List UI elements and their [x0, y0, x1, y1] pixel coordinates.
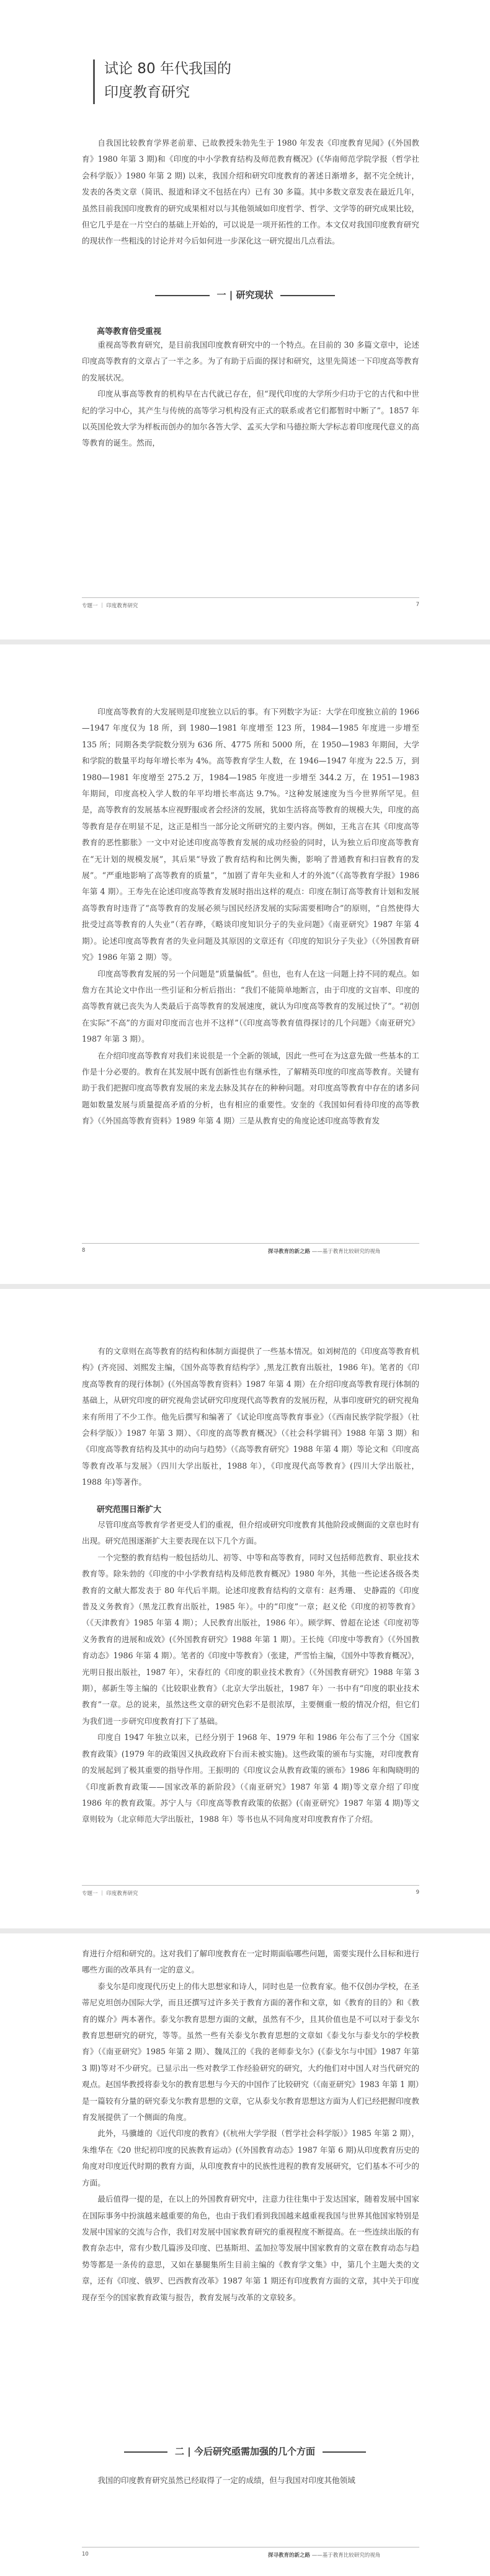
title-line-1: 试论 80 年代我国的 — [104, 61, 231, 77]
paragraph: 印度自 1947 年独立以来，已经分别于 1968 年、1979 年和 1986 年公布了三个分《国家教育政策》(1979 年的政策因又执政政府下台而未被实施)。这些政策的颁布与实施，对印度教育的发展起到了极其重要的指导作用。王振明的《印度议会从教育政策的颁布》1986 年和陶晓明的《印度新教育政策——国家改革的新阶段》（《南亚研究》1987 年第 4 期)等文章介绍了印度 1986 年的教育政策。苏宁人与《印度高等教育政策的依据》(《南亚研究》1987 年第 4 期)等文章则较为（北京师范大学出版社，1988 年）等书也从不同角度对印度教育作了介绍。 — [82, 1733, 419, 1824]
paragraph: 泰戈尔是印度现代历史上的伟大思想家和诗人，同时也是一位教育家。他不仅创办学校，在圣蒂尼克坦创办国际大学，而且还撰写过许多关于教育方面的著作和文章，如《教育的目的》和《教育的媒介》两本著作。泰戈尔教育思想方面的文献，虽然有不少，且其价值也是不可以对于泰戈尔教育思想研究的研究，等等。虽然一些有关泰戈尔教育思想的文章如《泰戈尔与泰戈尔的学校教育》（《南亚研究》1985 年第 2 期）、魏凤江的《我的老师泰戈尔》(《泰戈尔与中国》1987 年第 3 期)等对不少研究。已显示出一些对教学工作经验研究的研究，大约他们对中国人对当代研究的观点。赵国华教授将泰戈尔的教育思想与今天的中国作了比较研究（《南亚研究》1983 年第 1 期）是一篇较有分量的研究泰戈尔教育思想的文章，它从泰戈尔教育思想这方面为人们已经把握印度教育发展提供了一个侧面的角度。 — [82, 1981, 419, 2122]
footer-book-subtitle: ——基于教育比较研究的视角 — [311, 2552, 381, 2559]
page-1 — [0, 0, 490, 640]
page-number: 7 — [416, 602, 419, 608]
paragraph: 尽管印度高等教育学者更受人们的重视，但介绍或研究印度教育其他阶段或侧面的文章也时有出现。研究范围逐渐扩大主要表现在以下几个方面。 — [82, 1520, 419, 1546]
footer-section-label: 专题一 ｜ 印度教育研究 — [82, 1891, 138, 1897]
body-text — [82, 1517, 419, 1828]
title-accent-bar — [93, 59, 95, 104]
page-footer — [82, 2547, 419, 2561]
section-heading-2 — [0, 2445, 490, 2458]
body-text — [82, 1946, 419, 2306]
subheading-1: 高等教育倍受重视 — [97, 327, 162, 336]
paragraph: 印度高等教育发展的另一个问题是“质量偏低”。但也，也有人在这一问题上持不同的观点。如詹方在其论文中作出一些引证和分析后指出：“我们不能简单地断言，由于印度的文盲率、印度的高等教育就已丧失为人类最后于高等教育的发展速度，就认为印度高等教育的发展过快了”。“初创在实际“不高”的方面对印度而言也并不这样”（《印度高等教育值得探讨的几个问题》《南亚研究》1987 年第 3 期）。 — [82, 969, 419, 1044]
page-footer — [82, 1885, 419, 1899]
paragraph: 印度从事高等教育的机构早在古代就已存在，但“现代印度的大学所少归功于它的古代和中世纪的学习中心，其产生与传统的高等学习机构没有正式的联系或者它们都暂时中断了”。1857 年以英国伦敦大学为样板而创办的加尔各答大学、孟买大学和马德拉斯大学标志着印度现代意义的高等教育的诞生。然而， — [82, 389, 419, 448]
footer-book-title: 探寻教育的新之路 — [268, 2552, 311, 2559]
footer-book-subtitle: ——基于教育比较研究的视角 — [311, 1249, 381, 1255]
paragraph: 自我国比较教育学界老前辈、已故教授朱勃先生于 1980 年发表《印度教育见闻》(《外国教育》1980 年第 3 期)和《印度的中小学教育结构及师范教育概况》(《华南师范学院学报（哲学社会科学版）》1980 年第 2 期) 以来，我国介绍和研究印度教育的著述日渐增多，据不完全统计，发表的各类文章（简讯、报道和译文不包括在内）已有 30 多篇。其中多数文章发表在最近几年，虽然目前我国印度教育的研究成果相对以与其他领域如印度哲学、哲学、文学等的研究成果比较，但它几乎是在一片空白的基础上开始的，可以说是一项开拓性的工作。本文仅对我国印度教育研究的现状作一些粗浅的讨论并对今后如何进一步深化这一研究提出几点看法。 — [82, 138, 419, 246]
title-line-2: 印度教育研究 — [104, 84, 190, 100]
paragraph: 有的文章则在高等教育的结构和体制方面提供了一些基本情况。如刘树范的《印度高等教育机构》(齐亮园、刘熙发主编，《国外高等教育结构学》,黑龙江教育出版社，1986 年)。笔者的《印度高等教育的现行体制》(《外国高等教育资料》1987 年第 4 期）在介绍印度高等教育现行体制的基础上，从研究印度的研究视角尝试研究印度现代高等教育的发展历程，从事印度研究的研究视角来有所用了不少工作。他先后撰写和编著了《试论印度高等教育事业》（《西南民族学院学报》（社会科学版）》1987 年第 3 期）、《印度的高等教育概况》（《社会科学辑刊》1988 年第 3 期）和《印度高等教育结构及其中的动向与趋势》（《高等教育研究》1988 年第 4 期）等论文和《印度高等教育改革与发展》（四川大学出版社，1988 年），《印度现代高等教育》(四川大学出版社，1988 年)等著作。 — [82, 1347, 419, 1487]
paragraph: 印度高等教育的大发展则是印度独立以后的事。有下列数字为证：大学在印度独立前的 1966—1947 年度仅为 18 所，到 1980—1981 年度增至 123 所，1984—1985 年度进一步增至 135 所；同期各类学院数分别为 636 所、4775 所和 5000 所，在 1950—1983 年期间，大学和学院的数量平均每年增长率为 4%。高等教育学生人数，在 1946—1947 年度为 22.5 万，到 1980—1981 年度增至 275.2 万，1984—1985 年度进一步增至 344.2 万，在 1951—1983 年期间，印度高校入学人数的年平均增长率高达 9.7%。²这种发展速度为当今世界所罕见。但是，高等教育的发展基本应视野服或者会经济的发展，犹如生活将高等教育的规模大失，印度的高等教育是存在明显不足，这正是相当一部分论文所研究的主要内容。例如，王兆言在其《印度高等教育的恶性膨胀》一文中对论述印度高等教育发展的成功经验的同时，认为独立后印度高等教育在“无计划的规模发展”，其后果“导致了教育结构和比例失衡，影响了普通教育和扫盲教育的发展”。“严重地影响了高等教育的质量”，“加剧了青年失业和人才的外流”（《高等教育学报》1986 年第 4 期）。王寿先在论述印度高等教育发展时指出这样的观点：印度在制订高等教育计划和发展高等教育时违背了“高等教育的发展必须与国民经济发展的实际需要相吻合”的原则，“自然使得大批受过高等教育的人失业”（若存晔，《略谈印度知识分子的失业问题》《南亚研究》1987 年第 4 期）。论述印度高等教育者的失业问题及其原因的文章还有《印度的知识分子失业》（《外国教育研究》1986 年第 2 期）等。 — [82, 707, 419, 962]
page-4 — [0, 1933, 490, 2576]
paragraph: 重视高等教育研究，是目前我国印度教育研究中的一个特点。在目前的 30 多篇文章中，论述印度高等教育的文章占了一半之多。为了有助于后面的探讨和研究，这里先简述一下印度高等教育的发展状况。 — [82, 340, 419, 382]
subheading-2: 研究范围日渐扩大 — [97, 1505, 162, 1514]
page-number: 8 — [82, 1247, 86, 1254]
paragraph: 此外，马骥雄的《近代印度的教育》(《杭州大学学报（哲学社会科学版）》1985 年第 2 期），朱维华在《20 世纪初印度的民族教育运动》(《外国教育动态》1987 年第 6 期)从印度教育历史的角度对印度近代时期的教育方面，从印度教育中的民族性进程的教育发展研究，它们基本不可少的方面。 — [82, 2129, 419, 2187]
page-footer — [82, 1243, 419, 1257]
section-heading-text: 二 | 今后研究亟需加强的几个方面 — [167, 2445, 323, 2458]
page-footer — [82, 597, 419, 612]
paragraph: 最后值得一提的是，在以上的外国教育研究中，注意力往往集中于发达国家，随着发展中国家在国际事务中扮演越来越重要的角色，也由于我们看到我国越来越重视我国与世界其他国家特别是发展中国家的交流与合作，我们对发展中国家教育研究的重视程度不断提高。在一些连续出版的有教育杂志中，常有少数几篇涉及印度、巴基斯坦、孟加拉等发展中国家教育的文章在教育动态与趋势等都是一条传的意思，又如在暴腿集所生目前主编的《教育学文集》中，第几个主题大类的文章，还有《印度、俄罗、巴西教育改革》1987 年第 1 期还有印度教育方面的文章，其中关于印度现存至今的国家教育政策与报告，教育发展与改革的文章较多。 — [82, 2194, 419, 2302]
paragraph: 一个完整的教育结构一般包括幼儿、初等、中等和高等教育，同时又包括师范教育、职业技术教育等。除朱勃的《印度的中小学教育结构及师范教育概况》1980 年外，其他一些论述各级各类教育的文献大都发表于 80 年代后半期。论述印度教育结构的文章有：赵秀珊、 史静霞的《印度普及义务教育》（黑龙江教育出版社，1985 年）。中的“印度”一章；赵义伦《印度的初等教育》（《天津教育》1985 年第 4 期）；人民教育出版社，1986 年）。顾学辉、曾超在论述《印度初等义务教育的进展和成效》(《外国教育研究》1988 年第 1 期）。王长纯《印度中等教育》（《外国教育动态》1986 年第 4 期）。笔者的《印度中等教育》（张建，严雪怡主编，《国外中等教育概况》，光明日报出版社，1987 年），宋春红的《印度的职业技术教育》（《外国教育研究》1988 年第 3 期），郝新生等主编的《比较职业教育》（北京大学出版社，1987 年）一书中有“印度的职业技术教育”一章。总的说来，虽然这些文章的研究色彩不是很浓厚，主要侧重一般的情况介绍，但它们为我们进一步研究印度教育打下了基础。 — [82, 1552, 419, 1726]
page-2 — [0, 644, 490, 1284]
paragraph: 育进行介绍和研究的。这对我们了解印度教育在一定时期面临哪些问题，需要实现什么目标和进行哪些方面的改革具有一定的意义。 — [82, 1949, 419, 1975]
page-separator — [0, 1928, 490, 1933]
body-text — [82, 337, 419, 452]
page-3 — [0, 1289, 490, 1928]
paragraph: 我国的印度教育研究虽然已经取得了一定的成绩，但与我国对印度其他领域 — [97, 2476, 355, 2485]
footer-book-title: 探寻教育的新之路 — [268, 1249, 311, 1255]
page-separator — [0, 640, 490, 644]
footer-section-label: 专题一 ｜ 印度教育研究 — [82, 603, 138, 609]
paragraph: 在介绍印度高等教育对我们来说很是一个全新的领域，因此一些可在为这意先做一些基本的工作是十分必要的。教育在其发展中既有创新性也有继承性，了解精英印度的印度高等教育。关键有助于我们把握印度高等教育发展的来龙去脉及其存在的种种问题。对印度高等教育中存在的诸多问题如数量发展与质量提高矛盾的分析，也有相应的重要性。安奎的《我国如何看待印度的高等教育》（《外国高等教育资料》1989 年第 4 期）三是从教育史的角度论述印度高等教育发 — [82, 1050, 419, 1126]
body-text — [82, 704, 419, 1130]
page-number: 9 — [416, 1889, 419, 1896]
article-title — [104, 57, 231, 104]
section-heading-1 — [0, 288, 490, 301]
body-text — [82, 1343, 419, 1491]
page-number: 10 — [82, 2551, 89, 2557]
section-heading-text: 一 | 研究现状 — [210, 288, 281, 301]
page-separator — [0, 1284, 490, 1289]
body-text — [82, 2473, 419, 2489]
intro-text — [82, 135, 419, 250]
